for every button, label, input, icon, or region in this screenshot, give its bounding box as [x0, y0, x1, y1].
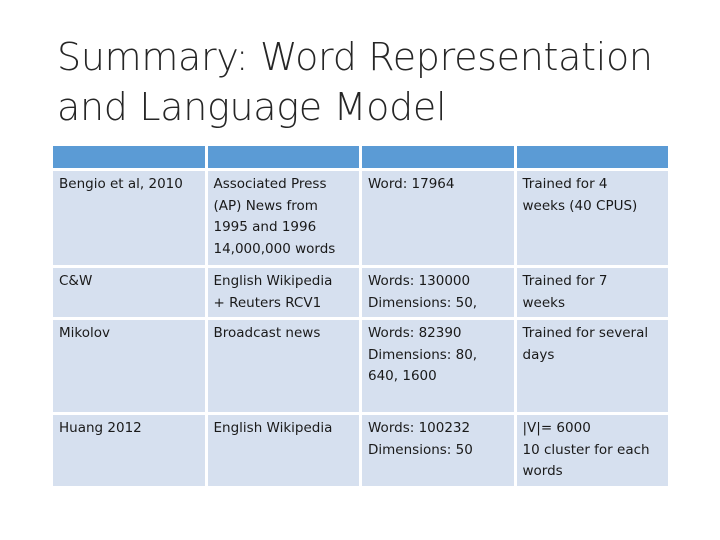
model-cell: C&W — [52, 267, 207, 319]
training-line: Trained for 7 — [522, 273, 608, 289]
corpus-line: 1995 and 1996 — [213, 219, 317, 235]
training-line: Trained for 4 — [522, 176, 608, 192]
model-cell: Huang 2012 — [52, 414, 207, 488]
summary-table — [50, 143, 671, 489]
corpus-line: + Reuters RCV1 — [213, 294, 322, 311]
training-line: 10 cluster for each — [522, 441, 650, 458]
training-line: |V|= 6000 — [522, 420, 591, 436]
model-cell: Bengio et al, 2010 — [52, 170, 207, 267]
corpus-cell — [206, 414, 361, 488]
training-cell — [515, 414, 670, 488]
header-cell-corpus — [206, 145, 361, 170]
table-row — [52, 267, 670, 319]
vocab-line: Dimensions: 50, — [368, 294, 478, 311]
vocab-cell — [361, 414, 516, 488]
corpus-line: Broadcast news — [213, 325, 321, 341]
corpus-line: Associated Press — [213, 176, 327, 192]
slide-title — [57, 32, 697, 132]
table-row — [52, 414, 670, 488]
training-line: weeks — [522, 294, 566, 311]
corpus-line: (AP) News from — [213, 197, 318, 214]
training-cell — [515, 170, 670, 267]
slide-title-line-2: and Language Model — [57, 85, 447, 129]
corpus-line: English Wikipedia — [213, 420, 333, 436]
slide-title-line-1: Summary: Word Representation — [57, 35, 653, 79]
corpus-line: 14,000,000 words — [213, 240, 336, 257]
vocab-line: Word: 17964 — [368, 176, 455, 192]
training-line: words — [522, 463, 563, 479]
training-line: days — [522, 346, 555, 363]
vocab-line: Dimensions: 80, — [368, 346, 478, 363]
corpus-line: English Wikipedia — [213, 273, 333, 289]
corpus-cell — [206, 319, 361, 414]
model-cell: Mikolov — [52, 319, 207, 414]
table-row — [52, 170, 670, 267]
table-row — [52, 319, 670, 414]
vocab-line: Words: 82390 — [368, 325, 462, 341]
header-cell-vocab — [361, 145, 516, 170]
vocab-line: Dimensions: 50 — [368, 441, 473, 458]
training-line: weeks (40 CPUS) — [522, 197, 638, 214]
vocab-line: Words: 100232 — [368, 420, 471, 436]
table-header-row — [52, 145, 670, 170]
training-line: Trained for several — [522, 325, 649, 341]
vocab-cell — [361, 319, 516, 414]
header-cell-model — [52, 145, 207, 170]
training-cell — [515, 267, 670, 319]
corpus-cell — [206, 267, 361, 319]
vocab-cell — [361, 170, 516, 267]
vocab-line: Words: 130000 — [368, 273, 471, 289]
header-cell-training — [515, 145, 670, 170]
vocab-cell — [361, 267, 516, 319]
vocab-line: 640, 1600 — [368, 368, 437, 384]
training-cell — [515, 319, 670, 414]
corpus-cell — [206, 170, 361, 267]
